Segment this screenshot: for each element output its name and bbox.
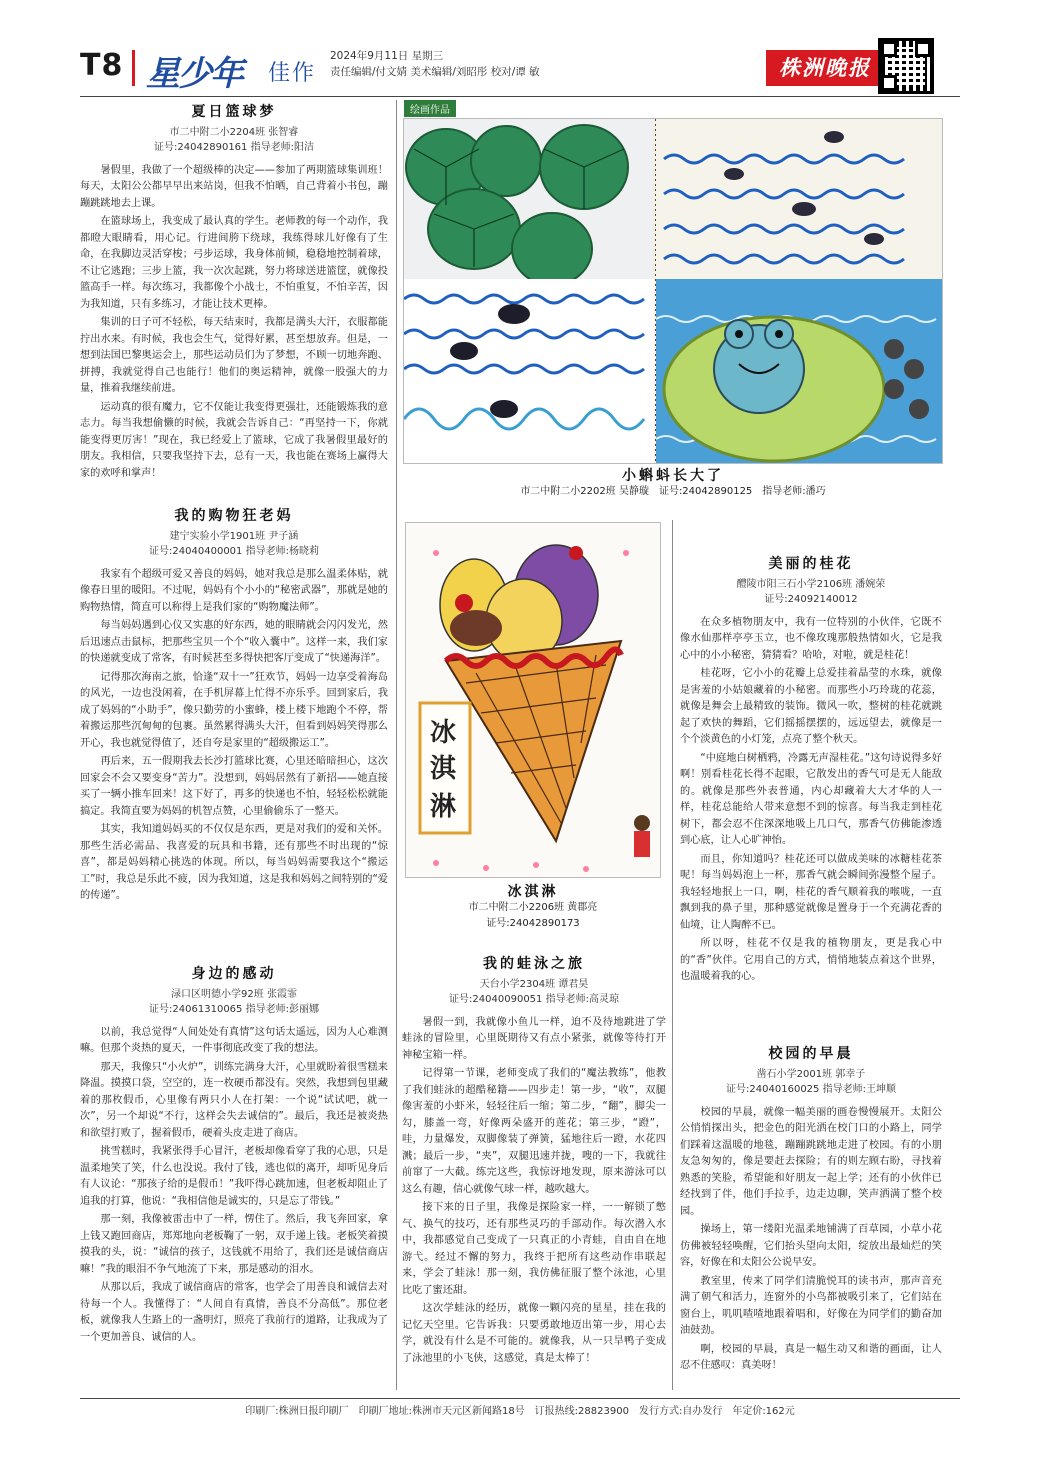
- paragraph: 教室里，传来了同学们清脆悦耳的读书声，那声音充满了朝气和活力，连窗外的小鸟都被吸引来了，它们站在窗台上，叽叽喳喳地跟着唱和，好像在为同学们的勤奋加油鼓劲。: [680, 1275, 942, 1336]
- column-name: 佳作: [268, 61, 317, 86]
- article-mother: [80, 508, 388, 905]
- artwork-title: 冰淇淋: [507, 884, 559, 900]
- paragraph: 记得那次海南之旅，恰逢“双十一”狂欢节，妈妈一边享受着海岛的风光，一边也没闲着，在手机屏幕上忙得不亦乐乎。回到家后，我成了妈妈的“小助手”，像只勤劳的小蜜蜂，楼上楼下地跑个不停，帮着搬运那些沉甸甸的包裹。虽然累得满头大汗，但看到妈妈笑得那么开心，我也就觉得值了，还自夸是家里的“超级搬运工”。: [80, 671, 388, 749]
- icecream-caption: [405, 884, 661, 932]
- paragraph: 操场上，第一缕阳光温柔地铺满了百草园，小草小花仿佛被轻轻唤醒，它们抬头望向太阳，绽放出最灿烂的笑容，好像在和太阳公公说早安。: [680, 1224, 942, 1268]
- tadpole-painting: [403, 118, 943, 464]
- article-title: 我的蛙泳之旅: [483, 956, 585, 972]
- header-rule: [80, 96, 960, 97]
- article-school: 天台小学2304班 谭君昊: [479, 978, 589, 990]
- paragraph: 在篮球场上，我变成了最认真的学生。老师教的每一个动作，我都瞪大眼睛看，用心记。行进间胯下绕球，我练得球儿好像有了生命，在我脚边灵活穿梭；弓步运球，我身体前倾，稳稳地控制着球，不让它逃跑；三步上篮，我一次次起跳，努力将球送进篮筐，就像投篮高手一样。每次练习，我都像个小战士，不怕重复，不怕辛苦，因为我知道，只有多练习，才能让技术更棒。: [80, 216, 388, 310]
- paragraph: 集训的日子可不轻松，每天结束时，我都是满头大汗，衣服都能拧出水来。有时候，我也会生气，觉得好累，甚至想放弃。但是，一想到法国巴黎奥运会上，那些运动员们为了梦想，不顾一切地奔跑、拼搏，我就觉得自己也能行！他们的奥运精神，就像一股强大的力量，推着我继续前进。: [80, 317, 388, 394]
- article-osmanthus: [680, 556, 942, 986]
- article-title: 校园的早晨: [768, 1046, 854, 1062]
- paragraph: “中庭地白树栖鸦，冷露无声湿桂花。”这句诗说得多好啊！别看桂花长得不起眼，它散发出的香气可是无人能敌的。就像是那些外表普通，内心却藏着大大才华的人一样，桂花总能给人带来意想不到的惊喜。每当我走到桂花树下，都会忍不住深深地吸上几口气，那香气仿佛能渗透到心底，让人心旷神怡。: [680, 752, 942, 846]
- article-moving: [80, 966, 388, 1346]
- svg-text:淇: 淇: [430, 754, 457, 784]
- article-school: 建宁实验小学1901班 尹子涵: [169, 530, 299, 542]
- article-school: 醴陵市阳三石小学2106班 潘婉荣: [736, 578, 886, 590]
- section-tag: 绘画作品: [404, 100, 456, 117]
- divider: [132, 50, 135, 86]
- page-number: T8: [80, 48, 124, 83]
- paragraph: 那一刻，我像被雷击中了一样，愣住了。然后，我飞奔回家，拿上钱又跑回商店，郑郑地向老板鞠了一躬，双手递上钱。老板笑着摸摸我的头，说：“诚信的孩子，这钱就不用给了，我们还是诚信商店嘛！”我的眼泪不争气地流了下来，那是感动的泪水。: [80, 1214, 388, 1275]
- article-cert: 证号:24061310065 指导老师:彭丽娜: [149, 1003, 319, 1015]
- article-title: 美丽的桂花: [768, 556, 854, 572]
- newspaper-logo: 株洲晚报: [766, 50, 884, 86]
- paragraph: 以前，我总觉得“人间处处有真情”这句话太遥远，因为人心难测嘛。但那个炎热的夏天，一件事彻底改变了我的想法。: [80, 1026, 388, 1054]
- footer-rule: [80, 1398, 960, 1399]
- paragraph: 每当妈妈遇到心仪又实惠的好东西，她的眼睛就会闪闪发光，然后迅速点击鼠标，把那些宝贝一个个“收入囊中”。这样一来，我们家的快递就变成了常客，有时候甚至多得快把客厅变成了“快递海洋”。: [80, 620, 388, 664]
- article-title: 夏日篮球梦: [191, 104, 277, 120]
- paragraph: 那天，我像只“小火炉”，训练完满身大汗，心里就盼着很雪糕来降温。摸摸口袋，空空的，连一枚硬币都没有。突然，我想到包里藏着的那枚假币，心里像有两只小人在打架：一个说“试试吧，就一次”，另一个却说“不行，这样会失去诚信的”。最后，我还是被炎热和欲望打败了，握着假币，硬着头皮走进了商店。: [80, 1061, 388, 1139]
- column-divider: [396, 100, 397, 1390]
- article-cert: 证号:24092140012: [764, 593, 858, 605]
- paragraph: 接下来的日子里，我像是探险家一样，一一解锁了憋气、换气的技巧，还有那些灵巧的手部动作。每次潜入水中，我都感觉自己变成了一只真正的小青蛙，自由自在地游弋。经过不懈的努力，我终于把所有这些动作串联起来，学会了蛙泳！那一刻，我仿佛征服了整个泳池，心里比吃了蜜还甜。: [402, 1202, 666, 1296]
- svg-text:冰: 冰: [430, 718, 457, 748]
- paragraph: 桂花呀，它小小的花瓣上总爱挂着晶莹的水珠，就像是害羞的小姑娘藏着的小秘密。而那些小巧玲珑的花蕊，就像是舞会上最精致的装饰。微风一吹，整树的桂花就跳起了欢快的舞蹈，它们摇摇摆摆的，远远望去，就像是一个个淡黄色的小灯笼，点亮了整个秋天。: [680, 668, 942, 745]
- qr-code-icon: [878, 38, 934, 94]
- artwork-cert: 证号:24042890173: [486, 918, 580, 929]
- icecream-painting: [405, 522, 661, 878]
- article-basketball: [80, 104, 388, 482]
- paragraph: 记得第一节课，老师变成了我们的“魔法教练”，他教了我们蛙泳的超酷秘籍——四步走！第一步，“收”，双腿像害羞的小虾米，轻轻往后一缩；第二步，“翻”，脚尖一勾，膝盖一弯，好像两朵盛开的莲花；第三步，“蹬”，哇，力量爆发，双脚像装了弹簧，猛地往后一蹬，水花四溅；最后一步，“夹”，双腿迅速并拢，嗖的一下，我就往前窜了一大截。练完这些，我惊讶地发现，原来游泳可以这么有趣，信心就像气球一样，越吹越大。: [402, 1068, 666, 1195]
- article-school: 渌口区明德小学92班 张霞霏: [171, 988, 297, 1000]
- article-cert: 证号:24040160025 指导老师:王坤顺: [726, 1083, 896, 1095]
- article-cert: 证号:24040090051 指导老师:高灵琼: [449, 993, 619, 1005]
- editor-credits: 责任编辑/付文婧 美术编辑/刘昭彤 校对/谭 敏: [330, 66, 540, 78]
- issue-meta: [330, 48, 540, 80]
- paragraph: 从那以后，我成了诚信商店的常客，也学会了用善良和诚信去对待每一个人。我懂得了：“人间自有真情，善良不分高低”。那位老板，就像我人生路上的一盏明灯，照亮了我前行的道路，让我成为了一个更加善良、诚信的人。: [80, 1282, 388, 1343]
- article-school: 市二中附二小2204班 张智睿: [169, 126, 299, 138]
- paragraph: 暑假一到，我就像小鱼儿一样，迫不及待地跳进了学蛙泳的冒险里，心里既期待又有点小紧张，就像等待打开神秘宝箱一样。: [402, 1016, 666, 1061]
- artwork-title: 小蝌蚪长大了: [622, 468, 724, 484]
- issue-date: 2024年9月11日 星期三: [330, 50, 444, 62]
- paragraph: 运动真的很有魔力，它不仅能让我变得更强壮，还能锻炼我的意志力。每当我想偷懒的时候，我就会告诉自己：“再坚持一下，你就能变得更厉害！”现在，我已经爱上了篮球，它成了我暑假里最好的朋友。我相信，只要我坚持下去，总有一天，我也能在赛场上赢得大家的欢呼和掌声！: [80, 401, 388, 479]
- article-title: 身边的感动: [191, 966, 277, 982]
- paragraph: 我家有个超级可爱又善良的妈妈，她对我总是那么温柔体贴，就像春日里的暖阳。不过呢，妈妈有个小小的“秘密武器”，那就是她的购物热情，简直可以称得上是我们家的“购物魔法师”。: [80, 568, 388, 613]
- tadpole-caption: [403, 468, 943, 500]
- paragraph: 所以呀，桂花不仅是我的植物朋友，更是我心中的“香”伙伴。它用自己的方式，悄悄地装点着这个世界，也温暖着我的心。: [680, 938, 942, 982]
- paragraph: 在众多植物朋友中，我有一位特别的小伙伴，它既不像水仙那样亭亭玉立，也不像玫瑰那般热情如火，它是我心中的小小秘密，猜猜看？哈哈，对啦，就是桂花！: [680, 616, 942, 661]
- brand-title: 星少年: [146, 54, 242, 94]
- article-cert: 证号:24042890161 指导老师:阳洁: [154, 141, 314, 153]
- paragraph: 再后来，五一假期我去长沙打篮球比赛，心里还暗暗担心，这次回家会不会又要变身“苦力”。没想到，妈妈居然有了新招——她直接买了一辆小推车回来！这下好了，再多的快递也不怕，轻轻松松就能搞定。我简直要为妈妈的机智点赞，心里偷偷乐了一整天。: [80, 756, 388, 817]
- article-morning: [680, 1046, 942, 1375]
- paragraph: 暑假里，我做了一个超级棒的决定——参加了两期篮球集训班！每天，太阳公公都早早出来站岗，但我不怕晒，自己背着小书包，蹦蹦跳跳地去上课。: [80, 164, 388, 209]
- article-school: 凿石小学2001班 郭幸子: [756, 1068, 866, 1080]
- column-divider: [672, 520, 673, 1390]
- article-frog: [402, 956, 666, 1367]
- article-title: 我的购物狂老妈: [174, 508, 294, 524]
- artwork-school: 市二中附二小2206班 黄郡亮: [468, 902, 598, 913]
- paragraph: 其实，我知道妈妈买的不仅仅是东西，更是对我们的爱和关怀。那些生活必需品、我喜爱的玩具和书籍，还有那些不时出现的“惊喜”，都是妈妈精心挑选的体现。所以，每当妈妈需要我这个“搬运工”时，我总是乐此不疲，因为我知道，这是我和妈妈之间特别的“爱的传递”。: [80, 824, 388, 901]
- svg-text:淋: 淋: [430, 792, 457, 822]
- paragraph: 啊，校园的早晨，真是一幅生动又和谐的画面，让人忍不住感叹：真美呀！: [680, 1343, 942, 1371]
- paragraph: 校园的早晨，就像一幅美丽的画卷慢慢展开。太阳公公悄悄探出头，把金色的阳光洒在校门口的小路上，同学们踩着这温暖的地毯，蹦蹦跳跳地走进了校园。有的小朋友急匆匆的，像是要赶去探险；有的则左顾右盼，寻找着熟悉的笑脸，希望能和好朋友一起上学；还有的小伙伴已经找到了伴，他们手拉手，边走边聊，笑声洒满了整个校园。: [680, 1106, 942, 1217]
- page-header: [62, 28, 962, 98]
- article-cert: 证号:24040400001 指导老师:杨晓莉: [149, 545, 319, 557]
- paragraph: 这次学蛙泳的经历，就像一颗闪亮的星星，挂在我的记忆天空里。它告诉我：只要勇敢地迈出第一步，用心去学，就没有什么是不可能的。就像我，从一只旱鸭子变成了泳池里的小飞侠，这感觉，真是太棒了！: [402, 1303, 666, 1364]
- paragraph: 而且，你知道吗？桂花还可以做成美味的冰糖桂花茶呢！每当妈妈泡上一杯，那香气就会瞬间弥漫整个屋子。我轻轻地抿上一口，啊，桂花的香气顺着我的喉咙，一直飘到我的鼻子里，那种感觉就像是置身于一个充满花香的仙境，让人陶醉不已。: [680, 853, 942, 931]
- print-info-footer: 印刷厂:株洲日报印刷厂 印刷厂地址:株洲市天元区新闻路18号 订报热线:28823900 发行方式:自办发行 年定价:162元: [245, 1406, 795, 1417]
- paragraph: 挑雪糕时，我紧张得手心冒汗，老板却像看穿了我的心思，只是温柔地笑了笑，什么也没说。我付了钱，逃也似的离开，却听见身后有人议论：“那孩子给的是假币！”我吓得心跳加速，但老板却阻止了追我的打算，他说：“我相信他是诚实的，只是忘了带钱。”: [80, 1146, 388, 1207]
- artwork-byline: 市二中附二小2202班 吴静璇 证号:24042890125 指导老师:潘巧: [520, 486, 826, 497]
